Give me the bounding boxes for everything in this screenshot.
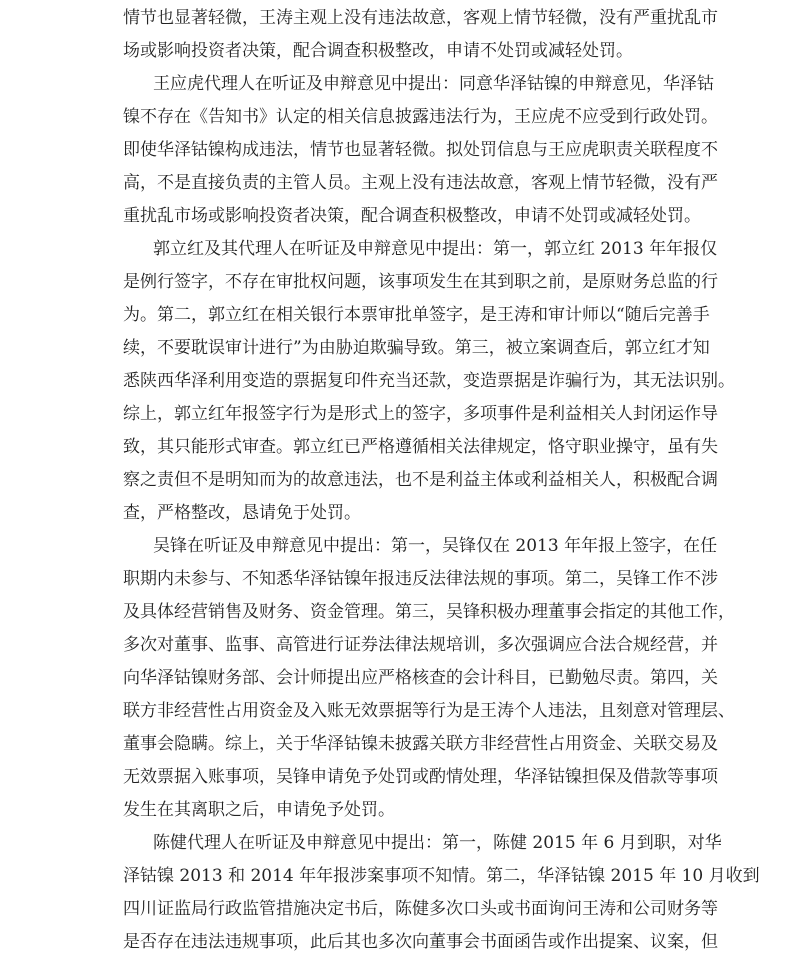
text-line: 情节也显著轻微，王涛主观上没有违法故意，客观上情节轻微，没有严重扰乱市 bbox=[123, 8, 718, 28]
text-line: 是否存在违法违规事项，此后其也多次向董事会书面函告或作出提案、议案，但 bbox=[123, 932, 718, 952]
text-line: 场或影响投资者决策，配合调查积极整改，申请不处罚或减轻处罚。 bbox=[123, 41, 633, 61]
paragraph bbox=[123, 530, 735, 827]
text-line: 四川证监局行政监管措施决定书后，陈健多次口头或书面询问王涛和公司财务等 bbox=[123, 899, 718, 919]
paragraph bbox=[123, 68, 718, 233]
text-line: 悉陕西华泽利用变造的票据复印件充当还款，变造票据是诈骗行为，其无法识别。 bbox=[123, 371, 735, 391]
text-line: 无效票据入账事项，吴锋申请免予处罚或酌情处理，华泽钴镍担保及借款等事项 bbox=[123, 767, 718, 787]
text-line: 联方非经营性占用资金及入账无效票据等行为是王涛个人违法，且刻意对管理层、 bbox=[123, 701, 735, 721]
text-line: 重扰乱市场或影响投资者决策，配合调查积极整改，申请不处罚或减轻处罚。 bbox=[123, 206, 701, 226]
text-line: 陈健代理人在听证及申辩意见中提出：第一，陈健 2015 年 6 月到职，对华 bbox=[153, 833, 722, 853]
text-line: 及具体经营销售及财务、资金管理。第三，吴锋积极办理董事会指定的其他工作， bbox=[123, 602, 735, 622]
text-line: 察之责但不是明知而为的故意违法，也不是利益主体或利益相关人，积极配合调 bbox=[123, 470, 718, 490]
paragraph bbox=[123, 827, 760, 959]
paragraph bbox=[123, 233, 735, 530]
text-line: 董事会隐瞒。综上，关于华泽钴镍未披露关联方非经营性占用资金、关联交易及 bbox=[123, 734, 718, 754]
text-line: 向华泽钴镍财务部、会计师提出应严格核查的会计科目，已勤勉尽责。第四，关 bbox=[123, 668, 718, 688]
text-line: 为。第二，郭立红在相关银行本票审批单签字，是王涛和审计师以“随后完善手 bbox=[123, 305, 710, 325]
text-line: 致，其只能形式审查。郭立红已严格遵循相关法律规定，恪守职业操守，虽有失 bbox=[123, 437, 718, 457]
text-line: 续，不要耽误审计进行”为由胁迫欺骗导致。第三，被立案调查后，郭立红才知 bbox=[123, 338, 710, 358]
text-line: 多次对董事、监事、高管进行证券法律法规培训，多次强调应合法合规经营，并 bbox=[123, 635, 718, 655]
text-line: 发生在其离职之后，申请免予处罚。 bbox=[123, 800, 395, 820]
text-line: 查，严格整改，恳请免于处罚。 bbox=[123, 503, 361, 523]
text-line: 泽钴镍 2013 和 2014 年年报涉案事项不知情。第二，华泽钴镍 2015 年 10 月收到 bbox=[123, 866, 760, 886]
text-line: 镍不存在《告知书》认定的相关信息披露违法行为，王应虎不应受到行政处罚。 bbox=[123, 107, 718, 127]
text-line: 即使华泽钴镍构成违法，情节也显著轻微。拟处罚信息与王应虎职责关联程度不 bbox=[123, 140, 718, 160]
text-line: 郭立红及其代理人在听证及申辩意见中提出：第一，郭立红 2013 年年报仅 bbox=[153, 239, 718, 259]
document-body bbox=[123, 2, 760, 959]
text-line: 王应虎代理人在听证及申辩意见中提出：同意华泽钴镍的申辩意见，华泽钴 bbox=[153, 74, 714, 94]
text-line: 是例行签字，不存在审批权问题，该事项发生在其到职之前，是原财务总监的行 bbox=[123, 272, 718, 292]
text-line: 综上，郭立红年报签字行为是形式上的签字，多项事件是利益相关人封闭运作导 bbox=[123, 404, 718, 424]
text-line: 职期内未参与、不知悉华泽钴镍年报违反法律法规的事项。第二，吴锋工作不涉 bbox=[123, 569, 718, 589]
paragraph bbox=[123, 2, 718, 68]
text-line: 吴锋在听证及申辩意见中提出：第一，吴锋仅在 2013 年年报上签字，在任 bbox=[153, 536, 718, 556]
text-line: 高，不是直接负责的主管人员。主观上没有违法故意，客观上情节轻微，没有严 bbox=[123, 173, 718, 193]
